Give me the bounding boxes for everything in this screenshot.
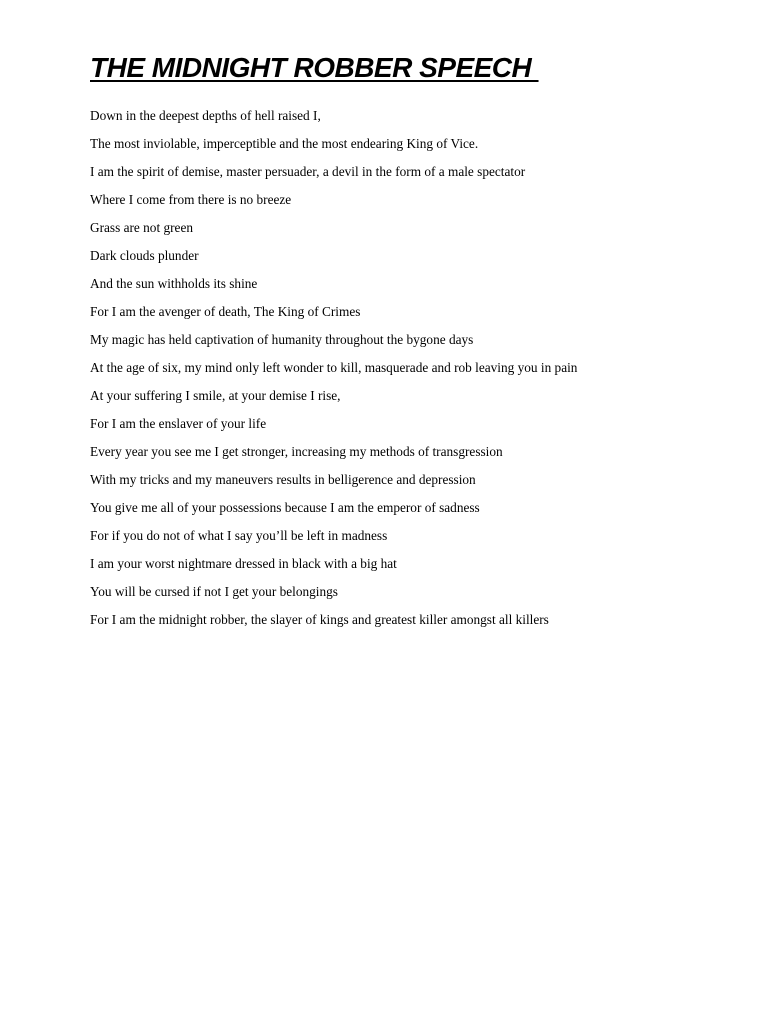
speech-line: For I am the enslaver of your life [90,416,267,431]
speech-line: Dark clouds plunder [90,248,199,263]
speech-line: I am your worst nightmare dressed in black with a big hat [90,556,397,571]
document-title: THE MIDNIGHT ROBBER SPEECH [90,52,539,83]
speech-line: With my tricks and my maneuvers results in belligerence and depression [90,472,476,487]
speech-line: For I am the avenger of death, The King of Crimes [90,304,361,319]
speech-line: You give me all of your possessions because I am the emperor of sadness [90,500,480,515]
speech-line: The most inviolable, imperceptible and the most endearing King of Vice. [90,136,479,151]
speech-line: At your suffering I smile, at your demise I rise, [90,388,341,403]
speech-line: For I am the midnight robber, the slayer of kings and greatest killer amongst all killers [90,612,549,627]
speech-line: Where I come from there is no breeze [90,192,292,207]
speech-line: Down in the deepest depths of hell raised I, [90,108,321,123]
speech-line: At the age of six, my mind only left wonder to kill, masquerade and rob leaving you in pain [90,360,578,375]
speech-line: My magic has held captivation of humanity throughout the bygone days [90,332,474,347]
speech-line: And the sun withholds its shine [90,276,258,291]
speech-line: Grass are not green [90,220,194,235]
speech-line: I am the spirit of demise, master persuader, a devil in the form of a male spectator [90,164,526,179]
speech-line: For if you do not of what I say you’ll be left in madness [90,528,388,543]
speech-lines [90,102,750,634]
speech-line: You will be cursed if not I get your belongings [90,584,338,599]
speech-line: Every year you see me I get stronger, increasing my methods of transgression [90,444,503,459]
